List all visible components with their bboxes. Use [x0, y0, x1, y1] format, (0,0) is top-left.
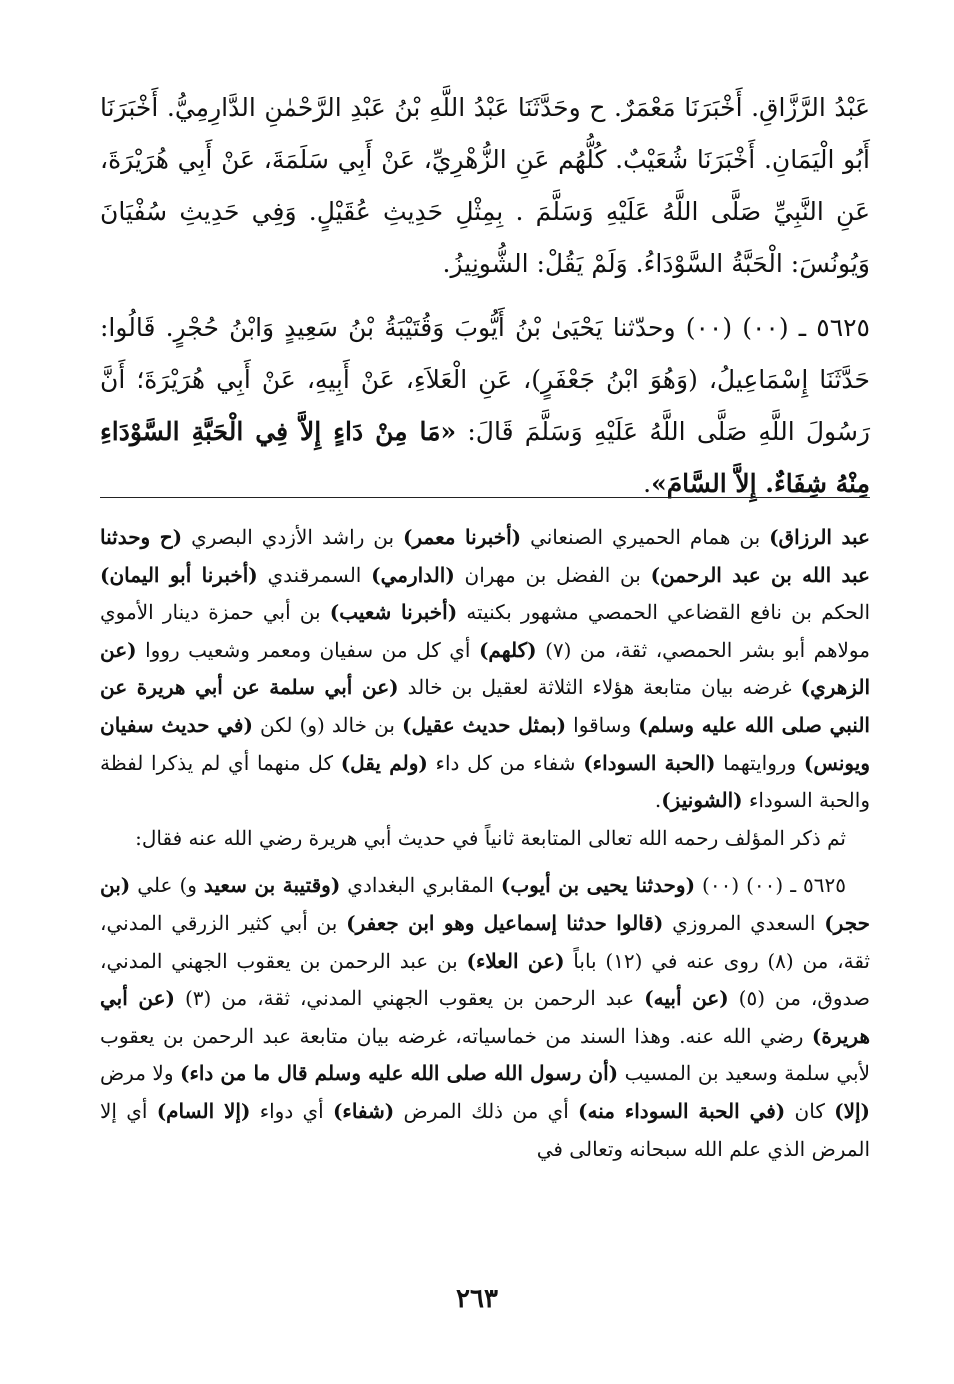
page-number: ٢٦٣: [456, 1284, 498, 1314]
commentary-quoted-text: (وقتيبة بن سعيد: [203, 873, 341, 898]
commentary-quoted-text: (الحبة السوداء): [583, 750, 716, 775]
commentary-text: كل منهما أي لم يذكرا لفظة والحبة السوداء: [100, 750, 870, 813]
commentary-text: أي كل من سفيان ومعمر وشعيب رووا: [136, 637, 479, 662]
commentary-quoted-text: (قالوا حدثنا إسماعيل وهو ابن جعفر): [346, 910, 664, 935]
commentary-text: بن الفضل بن مهران: [454, 562, 651, 587]
commentary-text: بن أبي حمزة دينار الأموي مولاهم أبو بشر الحمصي، ثقة، من (٧): [100, 600, 870, 662]
commentary-text: بن خالد (و) لكن: [252, 712, 403, 737]
commentary-quoted-text: (بن حجر): [100, 873, 870, 935]
commentary-text: ٥٦٢٥ ـ (٠٠) (٠٠): [695, 873, 846, 898]
commentary-paragraph-2: [100, 820, 870, 858]
commentary-text: المقابري البغدادي: [340, 873, 501, 898]
commentary-text: شفاء من كل داء: [427, 750, 584, 775]
commentary-quoted-text: (شفاء): [332, 1098, 395, 1123]
commentary-quoted-text: (عن أبيه): [644, 986, 729, 1011]
commentary-text: كان: [785, 1098, 835, 1123]
commentary-text: بن أبي كثير الزرقي المدني، ثقة، من (٨) روى عنه في (١٢) باباً: [100, 910, 870, 973]
commentary-text: بن راشد الأزدي البصري: [182, 525, 404, 549]
hadith-paragraph-1: [100, 82, 870, 290]
commentary-text: رضي الله عنه. وهذا السند من خماسياته، غرضه بيان متابعة عبد الرحمن بن يعقوب لأبي سلمة وسعيد بن المسيب: [100, 1023, 871, 1086]
hadith-paragraph-2-matn: «مَا مِنْ دَاءٍ إِلاَّ فِي الْحَبَّةِ السَّوْدَاءِ مِنْهُ شِفَاءٌ. إِلاَّ السَّامَ»: [100, 417, 870, 498]
commentary-quoted-text: (أن رسول الله صلى الله عليه وسلم قال ما من داء): [179, 1061, 619, 1086]
commentary-quoted-text: (في الحبة السوداء منه): [578, 1098, 786, 1123]
commentary-text: السمرقندي: [257, 562, 372, 587]
commentary-text: وساقوا: [566, 712, 639, 737]
commentary-text: وروايتهما: [715, 750, 804, 775]
hadith-paragraph-2: [100, 302, 870, 510]
commentary-paragraph-3: [100, 867, 870, 1168]
commentary-quoted-text: (عن العلاء): [466, 948, 565, 973]
commentary-text: أي إلا المرض الذي علم الله سبحانه وتعالى في: [100, 1098, 870, 1161]
hadith-paragraph-2-isnad: ٥٦٢٥ ـ (٠٠) (٠٠) وحدّثنا يَحْيَىٰ بْنُ أَيُّوبَ وَقُتَيْبَةُ بْنُ سَعِيدٍ وَابْنُ حُجْرٍ. قَالُوا: حَدَّثَنَا إِسْمَاعِيلُ، (وَهُوَ ابْنُ جَعْفَرٍ)، عَنِ الْعَلاَءِ، عَنْ أَبِيهِ، عَنْ أَبِي هُرَيْرَةَ؛ أَنَّ رَسُولَ اللَّهِ صَلَّى اللَّهُ عَلَيْهِ وَسَلَّمَ قَالَ:: [100, 313, 870, 446]
commentary-text: ثم ذكر المؤلف رحمه الله تعالى المتابعة ثانياً في حديث أبي هريرة رضي الله عنه فقال:: [135, 825, 846, 850]
commentary-quoted-text: (أخبرنا أبو اليمان): [100, 562, 258, 587]
commentary-paragraph-1: [100, 519, 870, 820]
commentary-quoted-text: (عن الزهري): [100, 637, 870, 700]
commentary-block: [100, 519, 870, 1168]
hadith-text-block: [100, 82, 870, 510]
hadith-paragraph-2-end: .: [643, 469, 652, 498]
commentary-text: .: [654, 788, 662, 813]
commentary-text: ولا مرض: [100, 1061, 180, 1086]
commentary-quoted-text: (وحدثنا يحيى بن أيوب): [500, 873, 696, 898]
commentary-quoted-text: (الدارمي): [371, 562, 455, 587]
commentary-quoted-text: (في حديث سفيان ويونس): [100, 712, 870, 775]
commentary-text: الحكم بن نافع القضاعي الحمصي مشهور بكنيته: [457, 600, 870, 625]
commentary-text: السعدي المروزي: [663, 910, 825, 935]
hadith-paragraph-1-text: عَبْدُ الرَّزَّاقِ. أَخْبَرَنَا مَعْمَرٌ. ح وحَدَّثَنَا عَبْدُ اللَّهِ بْنُ عَبْدِ الرَّحْمٰنِ الدَّارِمِيُّ. أَخْبَرَنَا أَبُو الْيَمَانِ. أَخْبَرَنَا شُعَيْبٌ. كُلُّهُم عَنِ الزُّهْرِيِّ، عَنْ أَبِي سَلَمَةَ، عَنْ أَبِي هُرَيْرَةَ، عَنِ النَّبِيِّ صَلَّى اللَّهُ عَلَيْهِ وَسَلَّمَ . بِمِثْلِ حَدِيثِ عُقَيْلٍ. وَفِي حَدِيثِ سُفْيَانَ وَيُونُسَ: الْحَبَّةُ السَّوْدَاءُ. وَلَمْ يَقُلْ: الشُّونِيزُ.: [100, 93, 870, 278]
commentary-quoted-text: (عن أبي سلمة عن أبي هريرة عن النبي صلى الله عليه وسلم): [100, 675, 870, 737]
commentary-text: أي دواء: [250, 1098, 333, 1123]
commentary-quoted-text: (ولم يقل): [340, 750, 428, 775]
commentary-quoted-text: (إلا السام): [156, 1098, 251, 1123]
commentary-text: بن عبد الرحمن بن يعقوب الجهني المدني، صدوق، من (٥): [100, 948, 870, 1011]
commentary-quoted-text: (إلا): [834, 1098, 870, 1123]
commentary-text: بن همام الحميري الصنعاني: [521, 525, 770, 549]
commentary-quoted-text: (كلهم): [478, 637, 537, 662]
commentary-quoted-text: (بمثل حديث عقيل): [402, 712, 567, 737]
commentary-text: و) علي: [130, 873, 204, 898]
footnote-divider: [100, 497, 870, 498]
commentary-quoted-text: (أخبرنا شعيب): [329, 600, 458, 625]
commentary-text: أي من ذلك المرض: [394, 1098, 579, 1123]
commentary-quoted-text: (ح وحدثنا عبد الله بن عبد الرحمن): [100, 525, 870, 587]
commentary-quoted-text: (الشونيز): [661, 788, 743, 813]
commentary-text: غرضه بيان متابعة هؤلاء الثلاثة لعقيل بن خالد: [398, 675, 801, 700]
commentary-quoted-text: (عن أبي هريرة): [100, 986, 870, 1048]
commentary-text: عبد الرحمن بن يعقوب الجهني المدني، ثقة، من (٣): [174, 986, 645, 1011]
commentary-quoted-text: عبد الرزاق): [769, 525, 870, 549]
commentary-quoted-text: (أخبرنا معمر): [403, 525, 522, 549]
